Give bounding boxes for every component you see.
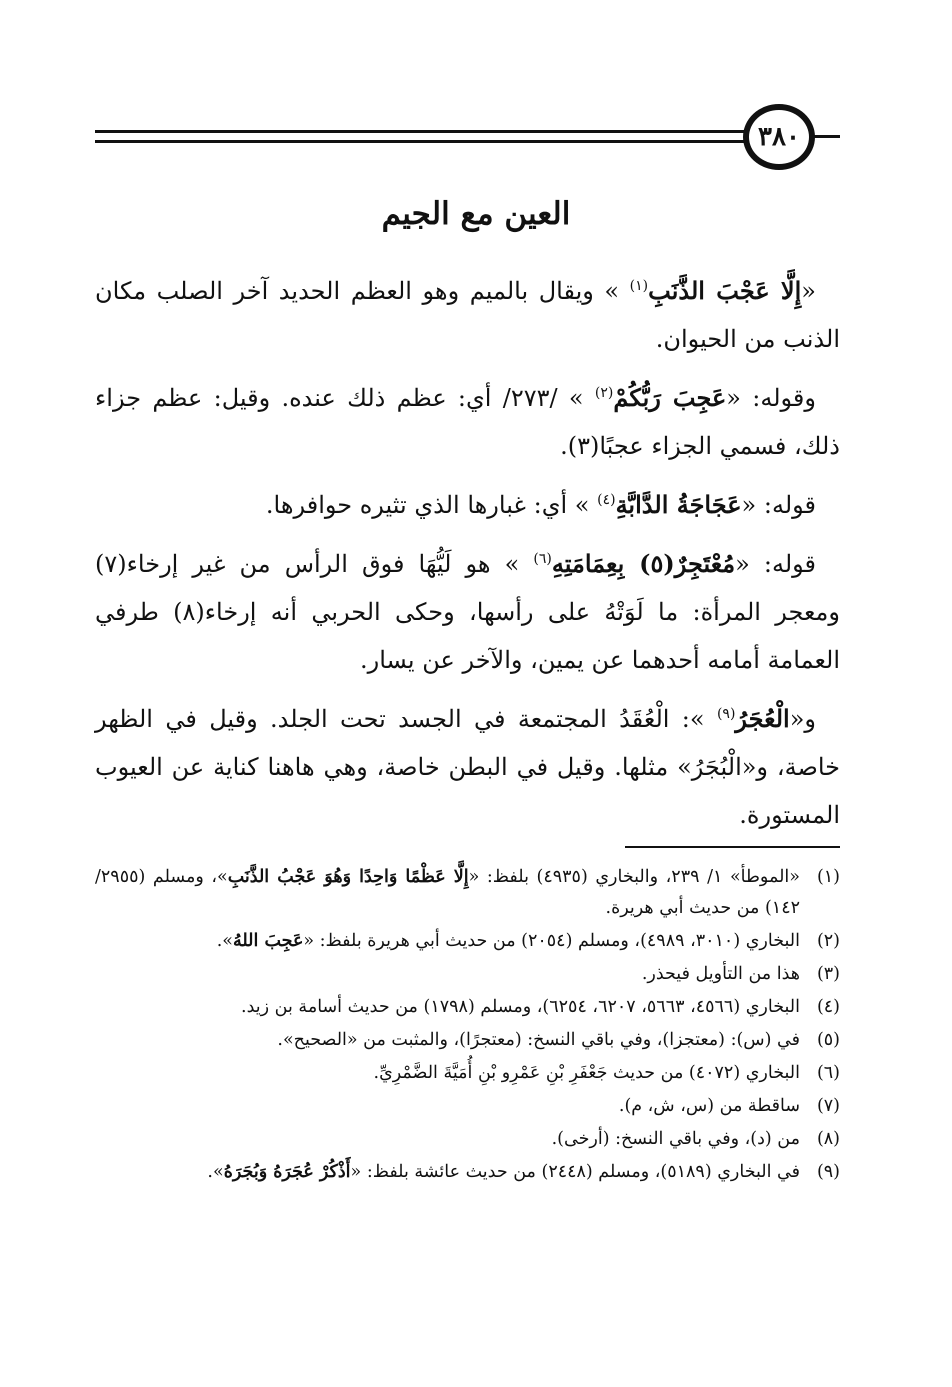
- footnote-quote: أَذْكُرْ عُجَرَهُ وَبُجَرَهُ: [223, 1162, 351, 1182]
- paragraph-lead: قوله: «: [735, 550, 817, 578]
- footnote-body: البخاري (٤٠٧٢) من حديث جَعْفَرِ بْنِ عَمْرِو بْنِ أُمَيَّةَ الضَّمْرِيِّ.: [373, 1063, 800, 1083]
- footnote-tail: ».: [216, 931, 233, 951]
- paragraph-text: » أي: غبارها الذي تثيره حوافرها.: [265, 491, 598, 519]
- footnote-text: [95, 1157, 800, 1188]
- paragraph-lead: وقوله: «: [726, 384, 816, 412]
- header-rule-bottom: [95, 140, 745, 143]
- footnote-text: [95, 992, 800, 1023]
- footnote-text: [95, 862, 800, 924]
- footnote-item: [95, 1124, 840, 1155]
- footnote-item: [95, 992, 840, 1023]
- footnote-tail: ».: [207, 1162, 224, 1182]
- header-rule-right: [813, 135, 840, 138]
- footnote-item: [95, 862, 840, 924]
- footnote-text: [95, 926, 800, 957]
- footnote-item: [95, 1091, 840, 1122]
- main-text: [95, 262, 840, 845]
- footnote-body: هذا من التأويل فيحذر.: [641, 964, 800, 984]
- paragraph-text: » هو لَيُّهَا فوق الرأس من غير إرخاء(٧) ومعجر المرأة: ما لَوَتْهُ على رأسها، وحكى الحربي أنه إرخاء(٨) طرفي العمامة أمامه أحدهما عن يمين، والآخر عن يسار.: [95, 550, 841, 674]
- footnote-number: (٤): [816, 997, 840, 1017]
- footnote-quote: إِلَّا عَظْمًا وَاحِدًا وَهُوَ عَجْبُ الذَّنَبِ: [227, 867, 469, 887]
- body-paragraph: [95, 369, 840, 470]
- footnote-ref[interactable]: (٦): [533, 551, 552, 567]
- footnote-number: (٨): [816, 1129, 840, 1149]
- page-header: [95, 104, 840, 174]
- paragraph-lead: قوله: «: [741, 491, 816, 519]
- footnote-text: [95, 1025, 800, 1056]
- footnote-separator: [625, 846, 840, 848]
- footnote-body: ساقطة من (س، ش، م).: [618, 1096, 800, 1116]
- footnote-item: [95, 1025, 840, 1056]
- footnote-text: [95, 1058, 800, 1089]
- header-rule-top: [95, 130, 745, 133]
- footnote-number: (٩): [816, 1162, 840, 1182]
- paragraph-lead: «: [801, 277, 816, 305]
- footnote-ref[interactable]: (١): [629, 278, 649, 294]
- footnote-text: [95, 959, 800, 990]
- footnote-item: [95, 959, 840, 990]
- page-number: ٣٨٠: [758, 122, 800, 152]
- footnote-number: (٢): [816, 931, 840, 951]
- footnote-item: [95, 1058, 840, 1089]
- page-number-badge: [743, 104, 815, 170]
- footnote-ref[interactable]: (٩): [716, 706, 736, 722]
- footnote-number: (١): [816, 867, 840, 887]
- hadith-keyword: الْعُجَرُ: [735, 704, 790, 733]
- footnote-ref[interactable]: (٤): [597, 492, 616, 508]
- footnote-ref[interactable]: (٢): [594, 385, 614, 401]
- body-paragraph: [95, 535, 840, 684]
- footnote-body: من (د)، وفي باقي النسخ: (أرخى).: [551, 1129, 800, 1149]
- footnote-number: (٧): [816, 1096, 840, 1116]
- footnote-body: البخاري (٣٠١٠، ٤٩٨٩)، ومسلم (٢٠٥٤) من حديث أبي هريرة بلفظ: «: [303, 931, 800, 951]
- footnote-body: «الموطأ» ١/ ٢٣٩، والبخاري (٤٩٣٥) بلفظ: «: [468, 867, 800, 887]
- paragraph-text: »: الْعُقَدُ المجتمعة في الجسد تحت الجلد. وقيل في الظهر خاصة، و«الْبُجَرُ» مثلها. وقيل في البطن خاصة، وهي هاهنا كناية عن العيوب المستورة.: [95, 705, 840, 829]
- body-paragraph: [95, 690, 840, 839]
- footnote-number: (٦): [816, 1063, 840, 1083]
- paragraph-text: » ويقال بالميم وهو العظم الحديد آخر الصلب مكان الذنب من الحيوان.: [95, 277, 840, 353]
- section-title: العين مع الجيم: [381, 196, 571, 232]
- paragraph-lead: و«: [789, 705, 816, 733]
- footnotes: [95, 862, 840, 1190]
- hadith-keyword: عَجَاجَةُ الدَّابَّةِ: [615, 490, 742, 519]
- footnote-text: [95, 1124, 800, 1155]
- footnote-tail: »، ومسلم (٢٩٥٥/ ١٤٢) من حديث أبي هريرة.: [95, 867, 800, 918]
- footnote-item: [95, 1157, 840, 1188]
- footnote-body: في (س): (معتجزا)، وفي باقي النسخ: (معتجرًا)، والمثبت من «الصحيح».: [277, 1030, 800, 1050]
- footnote-body: البخاري (٤٥٦٦، ٥٦٦٣، ٦٢٠٧، ٦٢٥٤)، ومسلم (١٧٩٨) من حديث أسامة بن زيد.: [241, 997, 800, 1017]
- footnote-body: في البخاري (٥١٨٩)، ومسلم (٢٤٤٨) من حديث عائشة بلفظ: «: [350, 1162, 800, 1182]
- footnote-number: (٣): [816, 964, 840, 984]
- footnote-item: [95, 926, 840, 957]
- hadith-keyword: مُعْتَجِرٌ(٥) بِعِمَامَتِهِ: [551, 549, 736, 578]
- hadith-keyword: إِلَّا عَجْبَ الذَّنَبِ: [648, 276, 802, 305]
- hadith-keyword: عَجِبَ رَبُّكُمْ: [613, 383, 727, 412]
- footnote-number: (٥): [816, 1030, 840, 1050]
- body-paragraph: [95, 476, 840, 529]
- footnote-text: [95, 1091, 800, 1122]
- body-paragraph: [95, 262, 840, 363]
- paragraph-text: » /٢٧٣/ أي: عظم ذلك عنده. وقيل: عظم جزاء ذلك، فسمي الجزاء عجبًا(٣).: [95, 384, 840, 460]
- footnote-quote: عَجِبَ اللهُ: [233, 931, 304, 951]
